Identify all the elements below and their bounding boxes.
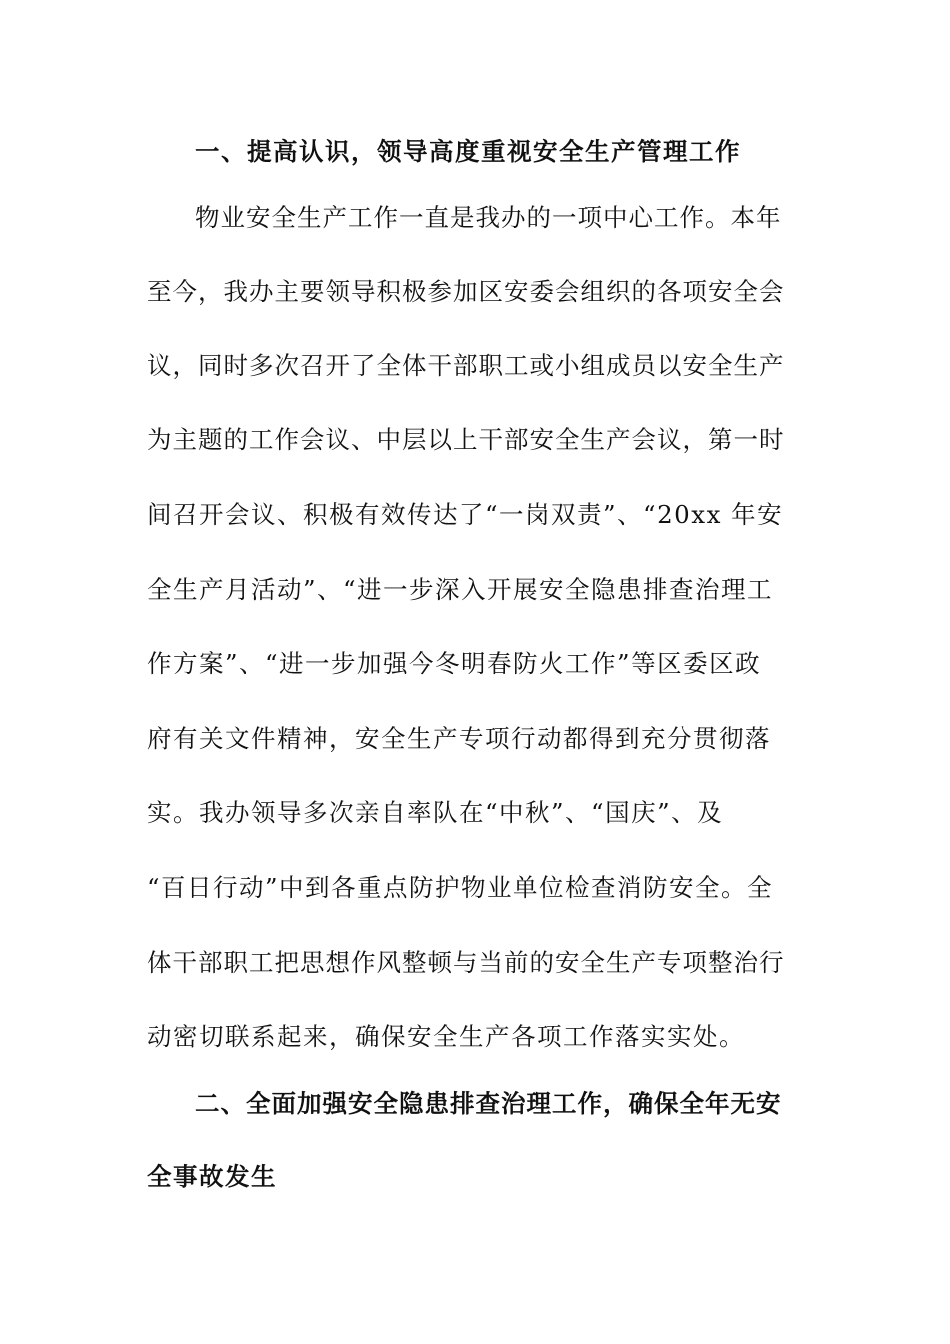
paragraph-line: 间召开会议、积极有效传达了“一岗双责”、“20xx 年安 bbox=[147, 500, 784, 529]
paragraph-line: 实。我办领导多次亲自率队在“中秋”、“国庆”、及 bbox=[147, 798, 724, 827]
paragraph-line: 作方案”、“进一步加强今冬明春防火工作”等区委区政 bbox=[147, 649, 762, 678]
paragraph-line: 动密切联系起来，确保安全生产各项工作落实实处。 bbox=[147, 1022, 745, 1051]
paragraph-line: 为主题的工作会议、中层以上干部安全生产会议，第一时 bbox=[147, 425, 785, 454]
paragraph-line: 物业安全生产工作一直是我办的一项中心工作。本年 bbox=[195, 203, 782, 232]
paragraph-line: 全生产月活动”、“进一步深入开展安全隐患排查治理工 bbox=[147, 575, 774, 604]
paragraph-line: 议，同时多次召开了全体干部职工或小组成员以安全生产 bbox=[147, 351, 785, 380]
paragraph-line: 至今，我办主要领导积极参加区安委会组织的各项安全会 bbox=[147, 277, 785, 306]
section-heading-2-line-1: 二、全面加强安全隐患排查治理工作，确保全年无安 bbox=[195, 1089, 782, 1118]
paragraph-line: 体干部职工把思想作风整顿与当前的安全生产专项整治行 bbox=[147, 948, 785, 977]
paragraph-line: “百日行动”中到各重点防护物业单位检查消防安全。全 bbox=[147, 873, 774, 902]
section-heading-1: 一、提高认识，领导高度重视安全生产管理工作 bbox=[195, 137, 741, 166]
section-heading-2-line-2: 全事故发生 bbox=[147, 1162, 277, 1191]
paragraph-line: 府有关文件精神，安全生产专项行动都得到充分贯彻落 bbox=[147, 724, 771, 753]
